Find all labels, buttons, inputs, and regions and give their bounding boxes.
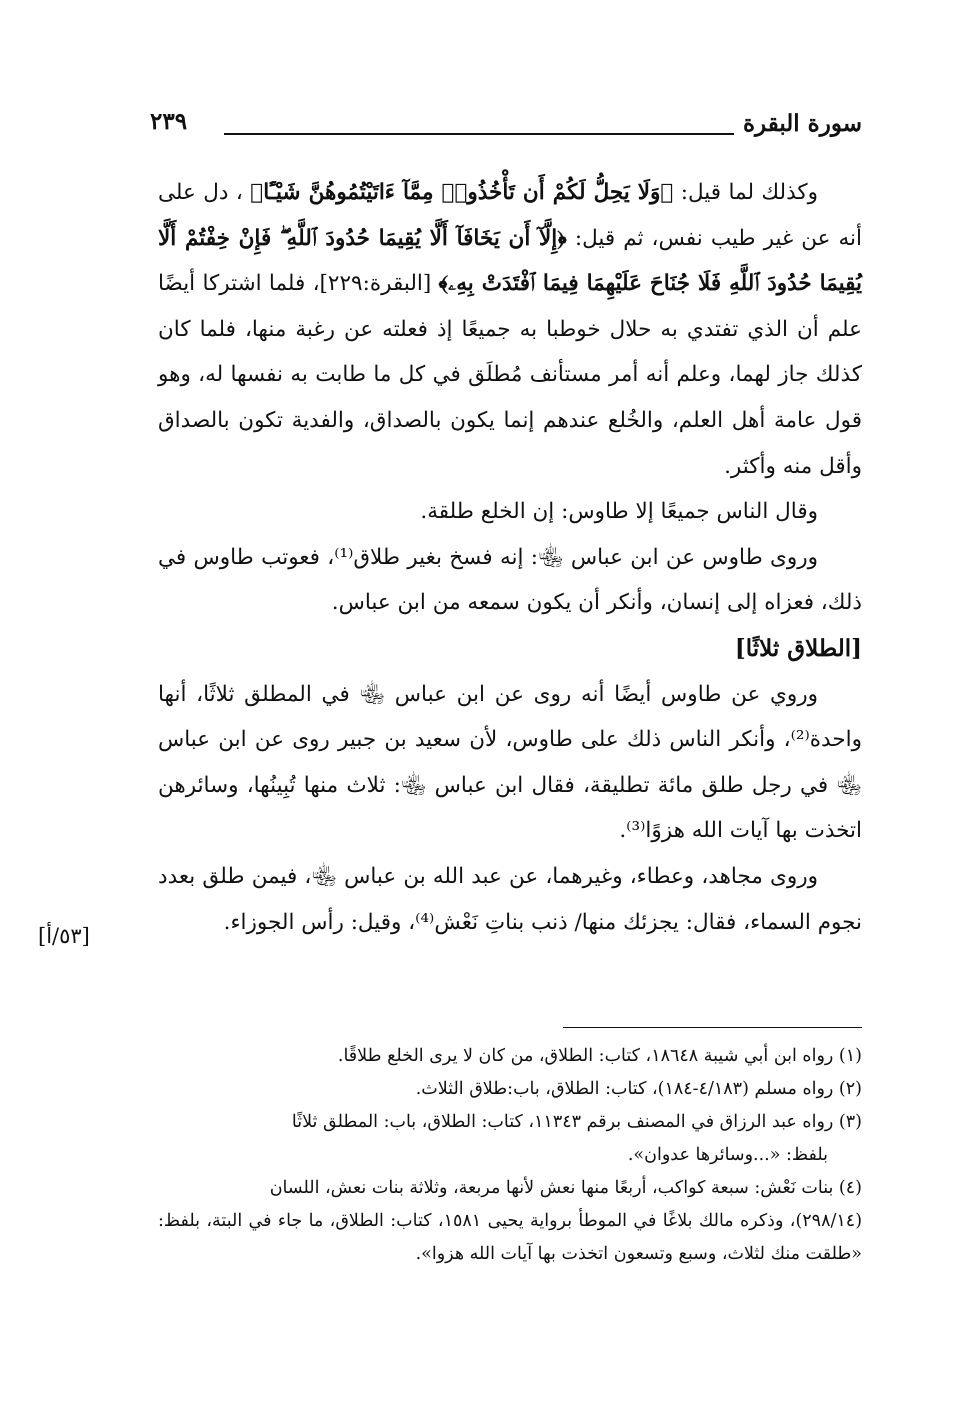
text-run: ، دل على أنه عن غير طيب نفس، ثم قيل: — [158, 180, 862, 251]
paragraph-3: وروى طاوس عن ابن عباس ﵄: إنه فسخ بغير طلاق⁽¹⁾، فعوتب طاوس في ذلك، فعزاه إلى إنسان، وأنكر أن يكون سمعه من ابن عباس. — [158, 544, 862, 616]
main-text — [158, 170, 862, 945]
manuscript-folio-marker: [٥٣/أ] — [38, 924, 90, 948]
paragraph-2: وقال الناس جميعًا إلا طاوس: إن الخلع طلقة. — [420, 499, 818, 525]
footnote-3: (٣) رواه عبد الرزاق في المصنف برقم ١١٣٤٣، كتاب: الطلاق، باب: المطلق ثلاثًا — [291, 1112, 862, 1132]
footnote-3-continued: بلفظ: «...وسائرها عدوان». — [627, 1145, 828, 1165]
footnote-4: (٤) بنات نَعْش: سبعة كواكب، أربعًا منها نعش لأنها مربعة، وثلاثة بنات نعش، اللسان — [269, 1178, 862, 1198]
sura-title: سورة البقرة — [742, 110, 862, 137]
quran-verse: ﴿إِلَّآ أَن يَخَافَآ أَلَّا يُقِيمَا حُدُودَ ٱللَّهِ ۖ فَإِنْ خِفْتُمْ أَلَّا يُقِيمَا حُدُودَ ٱللَّهِ فَلَا جُنَاحَ عَلَيْهِمَا فِيمَا ٱفْتَدَتْ بِهِۦ﴾ — [158, 225, 863, 297]
section-heading: [الطلاق ثلاثًا] — [734, 634, 862, 662]
paragraph-5: وروى مجاهد، وعطاء، وغيرهما، عن عبد الله بن عباس ﵄، فيمن طلق بعدد نجوم السماء، فقال: يجزئك منها/ ذنب بناتِ نَعْش⁽⁴⁾، وقيل: رأس الجوزاء. — [158, 863, 862, 935]
text-run: [البقرة:٢٢٩]، فلما اشتركا أيضًا علم أن الذي تفتدي به حلال خوطبا به جميعًا إذ فعلته عن رغبة منها، فلما كان كذلك جاز لهما، وعلم أنه أمر مستأنف مُطلَق في كل ما طابت به نفسها له، وهو قول عامة أهل العلم، والخُلع عندهم إنما يكون بالصداق، والفدية تكون بالصداق وأقل منه وأكثر. — [158, 271, 862, 479]
text-run: وكذلك لما قيل: — [673, 180, 819, 205]
footnote-4-continued: (٢٩٨/١٤)، وذكره مالك بلاغًا في الموطأ برواية يحيى ١٥٨١، كتاب: الطلاق، ما جاء في البتة، بلفظ: «طلقت منك لثلاث، وسبع وتسعون اتخذت بها آيات الله هزوا». — [158, 1211, 863, 1264]
paragraph-4: وروي عن طاوس أيضًا أنه روى عن ابن عباس ﵄ في المطلق ثلاثًا، أنها واحدة⁽²⁾، وأنكر الناس ذلك على طاوس، لأن سعيد بن جبير روى عن ابن عباس ﵄ في رجل طلق مائة تطليقة، فقال ابن عباس ﵄: ثلاث منها تُبِينُها، وسائرهن اتخذت بها آيات الله هزوًا⁽³⁾. — [158, 681, 862, 844]
footnote-separator — [563, 1027, 862, 1028]
page-header — [150, 106, 862, 146]
footnote-1: (١) رواه ابن أبي شيبة ١٨٦٤٨، كتاب: الطلاق، من كان لا يرى الخلع طلاقًا. — [337, 1046, 862, 1066]
quran-verse: ﴿وَلَا يَحِلُّ لَكُمْ أَن تَأْخُذُوا۟ مِمَّآ ءَاتَيْتُمُوهُنَّ شَيْـًٔا﴾ — [250, 180, 674, 205]
footnote-2: (٢) رواه مسلم (٤/١٨٣-١٨٤)، كتاب: الطلاق، باب:طلاق الثلاث. — [415, 1079, 862, 1099]
paragraph-1 — [158, 170, 862, 489]
header-rule — [224, 133, 734, 135]
page-number: ٢٣٩ — [150, 108, 188, 135]
footnotes — [158, 1040, 862, 1271]
